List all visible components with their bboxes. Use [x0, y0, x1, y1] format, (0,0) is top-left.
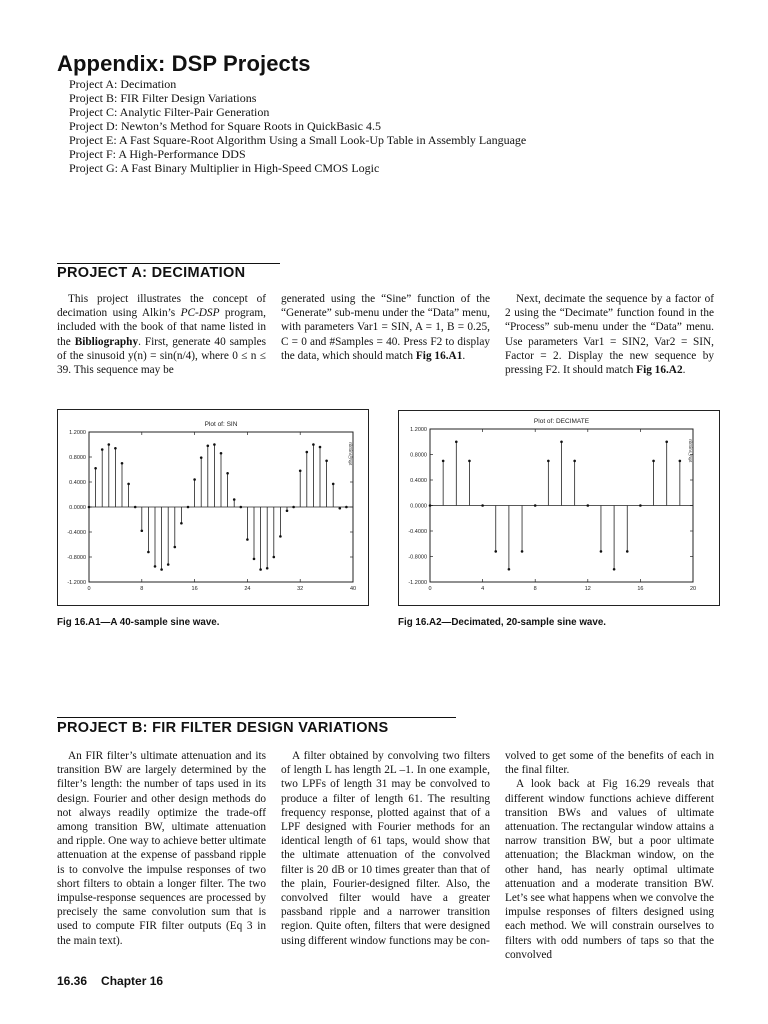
- stem-point: [114, 447, 117, 450]
- stem-point: [187, 506, 190, 509]
- stem-point: [259, 568, 262, 571]
- text-run: generated using the “Sine” function of the “Generate” sub-menu under the “Data” menu, with parameters Var1 = SIN, A = 1, B = 0.25, C = 0 and #Samples = 40. Press F2 to display the data, which should match: [281, 293, 490, 362]
- project-b-column-2: A filter obtained by convolving two filters of length L has length 2L –1. In one example, two LPFs of length 31 may be convolved to produce a filter of length 61. The resulting frequency response, plotted against that of a LPF designed with Fourier methods for an identical length of 61 taps, would show that the ultimate attenuation of the convolved filter is 20 dB or 10 times greater than that of the plain, Fourier-designed filter. Also, the convolved filter would have a greater passband ripple and a narrower transition region. Quite often, filters that were designed using different window functions may be con-: [281, 750, 490, 947]
- project-list-item: Project F: A High-Performance DDS: [69, 147, 246, 161]
- stem-point: [233, 498, 236, 501]
- stem-point: [429, 504, 432, 507]
- y-tick-label: 0.0000: [410, 503, 427, 510]
- series-label: nbSins_Npt: [688, 439, 693, 463]
- text-run: . First, generate 40 samples of the sinusoid y(n) = sin(n/4), where 0 ≤ n ≤ 39. This sequence may be: [57, 335, 266, 377]
- project-b-column-3: [505, 749, 714, 962]
- y-tick-label: -1.2000: [408, 580, 427, 586]
- y-tick-label: -0.4000: [67, 530, 86, 536]
- page-footer: [57, 974, 163, 988]
- stem-point: [547, 460, 550, 463]
- series-label: nbSins_Npt: [348, 442, 353, 466]
- stem-point: [339, 507, 342, 510]
- x-tick-label: 24: [244, 586, 251, 592]
- figure-16-a1-caption: Fig 16.A1—A 40-sample sine wave.: [57, 617, 220, 628]
- project-b-column-1: An FIR filter’s ultimate attenuation and its transition BW are largely determined by the filter’s length: the number of taps used in its design. Fourier and other design methods do not always readily optimize the trade-off among transition BW, ultimate attenuation and ripple. One way to achieve better ultimate attenuation at the expense of passband ripple is to convolve the impulse responses of two short filters to obtain a longer filter. The two impulse-response sequences are processed by precisely the same convolution sum that is used to compute FIR filter outputs (Eq 3 in the main text).: [57, 750, 266, 947]
- stem-point: [127, 483, 130, 486]
- stem-point: [134, 506, 137, 509]
- text-run: .: [682, 364, 686, 377]
- project-list: [69, 77, 526, 175]
- stem-point: [521, 550, 524, 553]
- x-tick-label: 12: [584, 586, 591, 592]
- section-rule: [57, 263, 280, 264]
- stem-point: [613, 568, 616, 571]
- paragraph: volved to get some of the benefits of each in the final filter.: [505, 750, 714, 777]
- y-tick-label: -0.4000: [408, 529, 427, 535]
- project-a-column-1: [57, 292, 266, 377]
- stem-point: [154, 565, 157, 568]
- project-list-item: Project B: FIR Filter Design Variations: [69, 91, 257, 105]
- stem-point: [193, 478, 196, 481]
- y-tick-label: 0.8000: [69, 455, 86, 461]
- stem-point: [266, 567, 269, 570]
- chart-title: Plot of: SIN: [204, 421, 238, 428]
- y-tick-label: 0.4000: [69, 480, 86, 486]
- stem-point: [253, 558, 256, 561]
- stem-point: [652, 460, 655, 463]
- stem-point: [141, 529, 144, 532]
- y-tick-label: -0.8000: [67, 555, 86, 561]
- stem-point: [600, 550, 603, 553]
- stem-point: [665, 440, 668, 443]
- stem-point: [147, 551, 150, 554]
- figure-16-a2-caption: Fig 16.A2—Decimated, 20-sample sine wave.: [398, 617, 607, 628]
- stem-point: [273, 556, 276, 559]
- stem-point: [319, 446, 322, 449]
- stem-point: [312, 443, 315, 446]
- project-list-item: Project A: Decimation: [69, 77, 177, 91]
- stem-point: [455, 440, 458, 443]
- decimate-stem-plot: [399, 411, 719, 605]
- text-run: .: [462, 349, 466, 362]
- stem-point: [587, 504, 590, 507]
- project-list-item: Project G: A Fast Binary Multiplier in High-Speed CMOS Logic: [69, 161, 380, 175]
- text-run: Next, decimate the sequence by a factor of 2 using the “Decimate” function found in the “Process” sub-menu under the “Data” menu. Use parameters Var1 = SIN2, Var2 = SIN, Factor = 2. Display the new sequence by pressing F2. It should match: [505, 293, 714, 377]
- text-run: This project illustrates the concept of decimation using Alkin’s: [57, 293, 266, 320]
- project-list-item: Project E: A Fast Square-Root Algorithm Using a Small Look-Up Table in Assembly Language: [69, 133, 527, 147]
- project-a-heading: PROJECT A: DECIMATION: [57, 265, 246, 281]
- y-tick-label: 0.4000: [410, 478, 427, 484]
- stem-point: [306, 451, 309, 454]
- chapter-label: Chapter 16: [101, 974, 164, 988]
- stem-point: [299, 469, 302, 472]
- x-tick-label: 40: [349, 586, 357, 592]
- stem-point: [180, 522, 183, 525]
- project-a-column-2: [281, 292, 490, 363]
- stem-point: [207, 444, 210, 447]
- stem-point: [108, 443, 111, 446]
- project-b-heading: PROJECT B: FIR FILTER DESIGN VARIATIONS: [57, 720, 389, 736]
- book-title: PC-DSP: [180, 307, 220, 320]
- stem-point: [220, 452, 223, 455]
- x-tick-label: 8: [533, 586, 537, 592]
- figure-16-a1: [57, 409, 369, 606]
- stem-point: [286, 509, 289, 512]
- text-run: program, included with the book of that name listed in the: [57, 307, 266, 348]
- y-tick-label: 1.2000: [69, 430, 86, 436]
- figure-ref: Fig 16.A1: [415, 349, 463, 362]
- project-list-item: Project D: Newton’s Method for Square Roots in QuickBasic 4.5: [69, 119, 381, 133]
- stem-point: [101, 448, 104, 451]
- stem-point: [639, 504, 642, 507]
- y-tick-label: -0.8000: [408, 554, 427, 561]
- stem-point: [160, 568, 163, 571]
- stem-point: [345, 506, 348, 509]
- y-tick-label: 0.8000: [410, 452, 427, 459]
- stem-point: [560, 440, 563, 443]
- x-tick-label: 16: [637, 586, 644, 592]
- stem-point: [481, 504, 484, 507]
- section-rule: [57, 717, 456, 718]
- x-tick-label: 0: [428, 586, 432, 592]
- y-tick-label: 1.2000: [410, 427, 427, 433]
- stem-point: [534, 504, 537, 507]
- x-tick-label: 16: [191, 586, 198, 592]
- stem-point: [442, 460, 445, 463]
- stem-point: [200, 456, 203, 459]
- project-a-column-3: [505, 292, 714, 377]
- stem-point: [468, 460, 471, 463]
- x-tick-label: 8: [140, 586, 144, 592]
- stem-point: [213, 443, 216, 446]
- stem-point: [573, 460, 576, 463]
- paragraph: A look back at Fig 16.29 reveals that different window functions achieve different transition BWs and values of ultimate attenuation. The rectangular window attains a narrow transition BW, but a poor ultimate attenuation; the Blackman window, on the other hand, has nearly optimal ultimate attenuation and a moderate transition BW. Let’s see what happens when we convolve the impulse responses of filters designed using each method. We will constrain ourselves to filters with odd numbers of taps so that the convolved: [505, 778, 714, 961]
- sine-stem-plot: [58, 410, 368, 605]
- y-tick-label: 0.0000: [69, 505, 86, 511]
- stem-point: [292, 506, 295, 509]
- stem-point: [332, 483, 335, 486]
- figure-ref: Fig 16.A2: [636, 364, 683, 377]
- x-tick-label: 20: [689, 586, 697, 592]
- page-number: 16.36: [57, 974, 88, 988]
- y-tick-label: -1.2000: [67, 580, 86, 586]
- stem-point: [94, 467, 97, 470]
- x-tick-label: 0: [87, 586, 91, 592]
- x-tick-label: 4: [481, 586, 485, 592]
- project-list-item: Project C: Analytic Filter-Pair Generation: [69, 105, 270, 119]
- stem-point: [121, 462, 124, 465]
- stem-point: [325, 459, 328, 462]
- stem-point: [626, 550, 629, 553]
- stem-point: [174, 546, 177, 549]
- chart-title: Plot of: DECIMATE: [533, 418, 590, 425]
- stem-point: [240, 506, 243, 509]
- stem-point: [508, 568, 511, 571]
- stem-point: [88, 506, 91, 509]
- stem-point: [246, 538, 249, 541]
- figure-16-a2: [398, 410, 720, 606]
- x-tick-label: 32: [297, 586, 304, 592]
- stem-point: [279, 535, 282, 538]
- stem-point: [494, 550, 497, 553]
- stem-point: [226, 472, 229, 475]
- bibliography-ref: Bibliography: [74, 335, 139, 348]
- stem-point: [167, 563, 170, 566]
- stem-point: [679, 460, 682, 463]
- page-title: Appendix: DSP Projects: [57, 51, 311, 76]
